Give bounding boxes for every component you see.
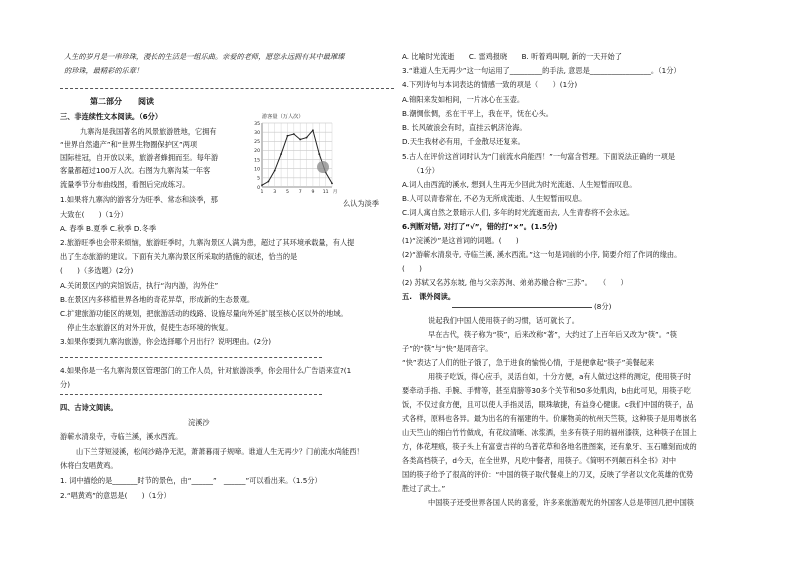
divider [60,88,394,89]
passage-line-3: 国际桂冠，自开放以来，旅游者蜂拥而至。每年游 [60,153,219,162]
question-4-line-2: 分) [60,380,70,389]
reading-line-3: 子”的“筷”与“快”是同音字。 [402,344,493,353]
y-tick-label: 5 [257,176,260,182]
passage-line-5: 流量季节分布曲线图，看图后完成练习。 [60,180,190,189]
poem-q2-options: A. 比喻时光流逝 C. 雷鸡报晓 B. 听着鸡叫啊, 新的一天开始了 [402,52,622,61]
y-tick-label: 10 [254,167,260,173]
chart-title: 游客量（万人次） [262,114,304,120]
question-2-option-c: C.扩建旅游功能区的规划，把旅游活动的线路、设施尽量向外延扩展至核心区以外的地域。 [60,309,348,318]
poem-ending: 休将白发唱黄鸡。 [60,461,118,470]
part-title: 第二部分 阅读 [90,97,154,106]
y-tick-label: 25 [254,140,260,146]
x-tick-label: 7 [298,190,302,195]
poem-question-5: 5.古人在评价这首词时认为“门前流水尚能西！”一句富含哲理。下面说法正确的一项是 [402,152,676,161]
question-2-line-1: 2.旅游旺季也会带来烦恼，旅游旺季时，九寨沟景区人满为患，超过了其环境承载量，有人提 [60,238,355,247]
data-point [306,137,308,139]
reading-line-2: 早在古代，筷子称为“筷”，后来改称“著”，大约过了上百年后又改为“筷”。“筷 [428,330,677,339]
reading-line-5: 用筷子吃饭，得心应手，灵活自如，十分方便，a有人做过这样的测定，使用筷子时 [428,372,692,381]
y-tick-label: 0 [257,185,260,191]
passage-line-2: “世界自然遗产”和“世界生物圈保护区”两项 [60,140,198,149]
data-point [293,133,295,135]
intro-line-1: 人生的岁月是一串珍珠，漫长的生活是一组乐曲。亲爱的老师，愿您永远拥有其中最璀璨 [64,52,345,61]
q4-option-b: B.潮惆伥惆，丞在干平上，我在平，怃在心头。 [402,109,553,118]
question-1-line2: 大致在( )（1分） [60,210,128,219]
data-point [267,181,269,183]
poem-question-6: 6.判断对错, 对打了“√”，错的打“×”。(1.5分) [402,222,558,231]
question-2-option-a: A.关闭景区内的宾馆饭店，执行“沟内游，沟外住” [60,281,219,290]
q6-item-2: (2)“游蕲水清泉寺, 寺临兰溪, 溪水西流。”这一句是词前的小序, 简要介绍了作词的缘由。 [402,250,682,259]
y-tick-label: 15 [254,158,260,164]
reading-line-7: 饭，不仅过食方便，且可以使人手指灵活，眼珠敏捷，有益身心健康。c我们中国的筷子，品 [402,400,694,409]
data-point [261,184,263,186]
poem-question-1: 1. 词中描绘的是_______时节的景色，由“______” ______”可以看出来。（1.5分） [60,476,322,485]
poem-preface: 游蕲水清泉寺，寺临兰溪，溪水西流。 [60,432,183,441]
data-point [318,153,320,155]
poem-question-4: 4.下列诗句与本词表达的情感一致的项是（ ）(1分) [402,80,578,89]
x-axis-unit: 月 [332,190,338,195]
q6-item-3: (2) 苏轼又名苏东坡, 他与父亲苏洵、弟弟苏辙合称“三苏”。 （ ） [402,278,628,287]
answer-line-q3[interactable] [60,357,322,358]
poem-question-2: 2.“唱黄鸡”的意思是( )（1分） [60,491,171,500]
section5-title-blank[interactable] [452,307,592,308]
question-4-line-1: 4.如果你是一名九寨沟景区管理部门的工作人员，针对旅游淡季，你会用什么广告语来宣?(1 [60,366,352,375]
question-3: 3.如果你要到九寨沟旅游，你会选择哪个月出行？说明理由。(2分) [60,337,272,346]
passage-line-1: 九寨沟是我国著名的风景旅游胜地，它拥有 [80,127,217,136]
data-point [331,182,333,184]
series-line [262,130,332,185]
question-1-tail: 么认为淡季 [343,199,379,208]
reading-line-1: 说起我们中国人使用筷子的习惯，话可就长了。 [428,316,579,325]
poem-question-3: 3.“谁道人生无再少”这一句运用了_________的手法, 意思是_________________。（1分） [402,66,681,75]
reading-line-4: “快”表达了人们的肚子饿了，急于进食的愉悦心情，于是便拿起“筷子”美餐起来 [402,358,655,367]
poem-title: 浣溪沙 [188,418,210,427]
data-point [312,129,314,131]
question-1-options: A. 春季 B.夏季 C.秋季 D.冬季 [60,224,157,233]
reading-line-6: 要牵动手指、手腕、手臂等，甚至肩膀等30多个关节和50多处肌肉，b由此可见，用筷子吃 [402,386,691,395]
q4-option-a: A.锦阳来发如相间，一片冰心在玉壶。 [402,95,525,104]
q6-item-2-bracket: ( ) [402,264,422,273]
question-1: 1.如果将九寨沟的游客分为旺季、常态和淡季，那 [60,195,218,204]
y-tick-label: 30 [254,130,260,136]
q4-option-c: B. 长风破浪会有时，直挂云帆济沧海。 [402,123,527,132]
section3-title: 三、非连续性文本阅读。（6分） [60,112,163,121]
y-tick-label: 35 [254,121,260,127]
section5-title: 五. 课外阅读。 [402,292,456,301]
x-tick-label: 11 [322,190,329,195]
x-tick-label: 9 [311,190,315,195]
highlight-marker [317,161,329,173]
intro-line-2: 的珍珠，最精彩的乐章！ [64,66,144,75]
reading-line-12: 国的筷子给予了很高的评价：“中国的筷子取代餐桌上的刀叉，反映了学者以文化英雄的优势 [402,470,694,479]
section5-score: (8分) [594,302,612,311]
reading-line-14: 中国筷子还受世界各国人民的喜爱，许多来旅游观光的外国客人总是带回几把中国筷 [428,498,694,507]
data-point [274,170,276,172]
answer-line-q4[interactable] [60,394,322,395]
question-2-line-2: 出了生态旅游的建议。下面有关九寨沟景区所采取的措施的叙述，恰当的是 [60,252,298,261]
reading-line-13: 胜过了武士。” [402,484,446,493]
section4-title: 四、古诗文阅读。 [60,403,118,412]
data-point [280,153,282,155]
question-2-option-b: B.在景区内多移植世界各地的奇花异草，形成新的生态景观。 [60,295,255,304]
x-tick-label: 5 [285,190,289,195]
passage-line-4: 客量都超过100万人次。右图为九寨沟某一年客 [60,166,211,175]
reading-line-9: 山天竺山的细白竹竹做成，有花纹清晰、冰浆洒，坐多有筷子用的福州漆筷，这种筷子在国上 [402,428,697,437]
q5-option-b: B.人可以青春常在, 不必为无所成流逝、人生短暂而叹息。 [402,194,587,203]
question-2-line-3: ( )（多选题）(2分) [60,266,134,275]
question-2-option-d: 停止生态旅游区的对外开放，促使生态环境的恢复。 [60,323,233,332]
q5-option-c: C.词人寓自然之景暗示人们, 多年的时光流逝而去, 人生青春将不会永远。 [402,208,635,217]
x-tick-label: 1 [260,190,264,195]
q5-option-a: A.词人由西流的溪水, 想到人生再无少回此为时光流逝、人生短暂而叹息。 [402,180,637,189]
q4-option-d: D.天生我材必有用，千金散尽还复来。 [402,137,525,146]
tourist-flow-chart [248,111,340,197]
poem-body: 山下兰芽短浸溪，松间沙路净无泥，萧萧暮雨子规啼。谁道人生无再少？门前流水尚能西！ [76,447,364,456]
data-point [287,135,289,137]
reading-line-8: 式各样，原料也各异。最为出名的有福建的牛。价廉物美的杭州天竺筷，这种筷子是用粤嵌名 [402,414,697,423]
q6-item-1: (1)“浣溪沙”是这首词的词题。( ) [402,236,519,245]
y-tick-label: 20 [254,149,260,155]
q5-score: （1分） [402,166,439,175]
x-tick-label: 3 [273,190,277,195]
data-point [299,139,301,141]
reading-line-10: 方，体花埋痕，筷子头上有富壹吉祥的乌普花草和各地名胜图案，还有象牙、玉石雕刻而成的 [402,442,697,451]
reading-line-11: 各类高档筷子，d今天，在全世界，凡吃中餐者，用筷子。《简明不列颠百科全书》对中 [402,456,677,465]
